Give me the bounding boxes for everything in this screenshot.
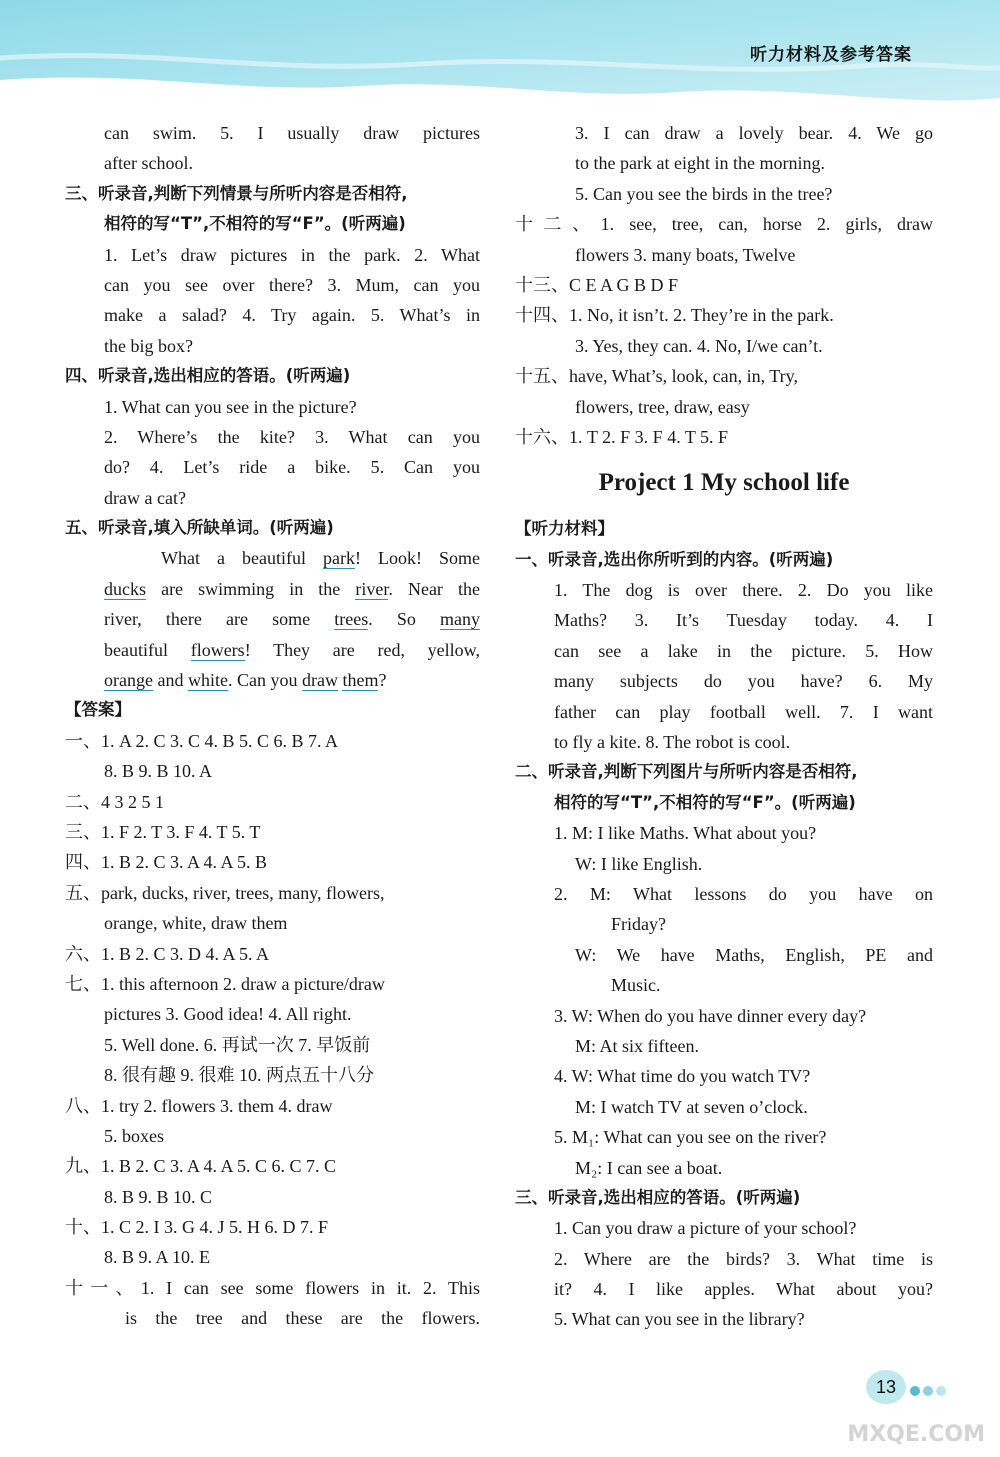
- text-line: 5. M₁: What can you see on the river?: [554, 1127, 827, 1148]
- section-heading: 【听力材料】: [515, 519, 614, 539]
- text-line: 1. M: I like Maths. What about you?: [554, 823, 817, 844]
- text-line: 1. Can you draw a picture of your school?: [554, 1218, 857, 1239]
- text-line: can swim. 5. I usually draw pictures: [104, 123, 480, 143]
- text-line: 十三、C E A G B D F: [515, 274, 679, 295]
- section-heading: 五、听录音,填入所缺单词。(听两遍): [65, 518, 334, 538]
- text-line: 4. W: What time do you watch TV?: [554, 1066, 811, 1087]
- text-line: after school.: [104, 153, 193, 174]
- section-heading: 相符的写“T”,不相符的写“F”。(听两遍): [554, 792, 856, 812]
- text-line: river, there are some trees. So many: [104, 609, 480, 630]
- text-line: 3. I can draw a lovely bear. 4. We go: [575, 123, 933, 143]
- right-column: [515, 118, 933, 1335]
- text-line: it? 4. I like apples. What about you?: [554, 1279, 933, 1300]
- text-line: Music.: [611, 975, 661, 996]
- text-line: 2. Where are the birds? 3. What time is: [554, 1248, 933, 1269]
- text-line: many subjects do you have? 6. My: [554, 671, 933, 692]
- text-line: 十、1. C 2. I 3. G 4. J 5. H 6. D 7. F: [65, 1217, 329, 1238]
- text-line: W: We have Maths, English, PE and: [575, 944, 933, 965]
- text-line: orange and white. Can you draw them?: [104, 670, 387, 691]
- text-line: 5. Can you see the birds in the tree?: [575, 183, 833, 204]
- section-heading: 二、听录音,判断下列图片与所听内容是否相符,: [515, 762, 858, 782]
- text-line: W: I like English.: [575, 853, 703, 874]
- page-dots-decoration: [910, 1383, 949, 1401]
- text-line: can see a lake in the picture. 5. How: [554, 640, 933, 661]
- text-line: orange, white, draw them: [104, 913, 288, 934]
- text-line: flowers, tree, draw, easy: [575, 396, 750, 417]
- text-line: 8. 很有趣 9. 很难 10. 两点五十八分: [104, 1065, 374, 1086]
- text-line: 3. Yes, they can. 4. No, I/we can’t.: [575, 335, 823, 356]
- text-line: 七、1. this afternoon 2. draw a picture/draw: [65, 973, 385, 994]
- text-line: pictures 3. Good idea! 4. All right.: [104, 1004, 352, 1025]
- text-line: 8. B 9. B 10. C: [104, 1186, 213, 1207]
- text-line: 3. W: When do you have dinner every day?: [554, 1005, 867, 1026]
- section-heading: 三、听录音,判断下列情景与所听内容是否相符,: [65, 183, 408, 203]
- text-line: 十六、1. T 2. F 3. F 4. T 5. F: [515, 426, 729, 447]
- text-line: 二、4 3 2 5 1: [65, 791, 164, 812]
- text-line: 八、1. try 2. flowers 3. them 4. draw: [65, 1095, 333, 1116]
- text-line: ducks are swimming in the river. Near the: [104, 578, 480, 599]
- text-line: 5. What can you see in the library?: [554, 1309, 805, 1330]
- text-line: 8. B 9. B 10. A: [104, 761, 213, 782]
- text-line: What a beautiful park! Look! Some: [161, 548, 480, 569]
- section-heading: 三、听录音,选出相应的答语。(听两遍): [515, 1187, 801, 1207]
- text-line: M: At six fifteen.: [575, 1035, 699, 1056]
- text-line: is the tree and these are the flowers.: [125, 1308, 480, 1329]
- text-line: 1. The dog is over there. 2. Do you like: [554, 580, 933, 601]
- text-line: 十一、1. I can see some flowers in it. 2. This: [65, 1277, 480, 1298]
- text-line: the big box?: [104, 335, 193, 356]
- text-line: 四、1. B 2. C 3. A 4. A 5. B: [65, 852, 268, 873]
- text-line: do? 4. Let’s ride a bike. 5. Can you: [104, 457, 480, 478]
- header-title: 听力材料及参考答案: [750, 45, 912, 65]
- text-line: make a salad? 4. Try again. 5. What’s in: [104, 305, 480, 326]
- text-line: beautiful flowers! They are red, yellow,: [104, 639, 480, 660]
- text-line: 5. boxes: [104, 1125, 164, 1146]
- text-line: 2. M: What lessons do you have on: [554, 883, 933, 904]
- section-heading: 四、听录音,选出相应的答语。(听两遍): [65, 366, 351, 386]
- project-title: Project 1 My school life: [598, 469, 850, 497]
- watermark: MXQE.COM: [847, 1422, 985, 1447]
- text-line: flowers 3. many boats, Twelve: [575, 244, 796, 265]
- text-line: 三、1. F 2. T 3. F 4. T 5. T: [65, 821, 261, 842]
- text-line: Friday?: [611, 914, 666, 935]
- text-line: 九、1. B 2. C 3. A 4. A 5. C 6. C 7. C: [65, 1156, 337, 1177]
- text-line: 五、park, ducks, river, trees, many, flowers,: [65, 882, 385, 903]
- text-line: can you see over there? 3. Mum, can you: [104, 274, 480, 295]
- text-line: 六、1. B 2. C 3. D 4. A 5. A: [65, 943, 270, 964]
- text-line: 2. Where’s the kite? 3. What can you: [104, 426, 480, 447]
- text-line: 8. B 9. A 10. E: [104, 1247, 211, 1268]
- text-line: 5. Well done. 6. 再试一次 7. 早饭前: [104, 1034, 371, 1055]
- text-line: 十五、have, What’s, look, can, in, Try,: [515, 366, 798, 387]
- text-line: 1. What can you see in the picture?: [104, 396, 357, 417]
- text-line: father can play football well. 7. I want: [554, 701, 933, 722]
- text-line: 十二、1. see, tree, can, horse 2. girls, draw: [515, 214, 933, 235]
- text-line: to fly a kite. 8. The robot is cool.: [554, 732, 791, 753]
- text-line: 十四、1. No, it isn’t. 2. They’re in the park.: [515, 305, 834, 326]
- section-heading: 相符的写“T”,不相符的写“F”。(听两遍): [104, 214, 406, 234]
- text-line: 1. Let’s draw pictures in the park. 2. What: [104, 244, 480, 265]
- left-column: [65, 118, 480, 1334]
- text-line: to the park at eight in the morning.: [575, 153, 825, 174]
- page-number: 13: [866, 1370, 906, 1404]
- text-line: draw a cat?: [104, 487, 186, 508]
- text-line: Maths? 3. It’s Tuesday today. 4. I: [554, 610, 933, 631]
- text-line: M₂: I can see a boat.: [575, 1157, 723, 1178]
- section-heading: 【答案】: [65, 700, 131, 720]
- text-line: 一、1. A 2. C 3. C 4. B 5. C 6. B 7. A: [65, 730, 339, 751]
- section-heading: 一、听录音,选出你所听到的内容。(听两遍): [515, 549, 834, 569]
- text-line: M: I watch TV at seven o’clock.: [575, 1096, 808, 1117]
